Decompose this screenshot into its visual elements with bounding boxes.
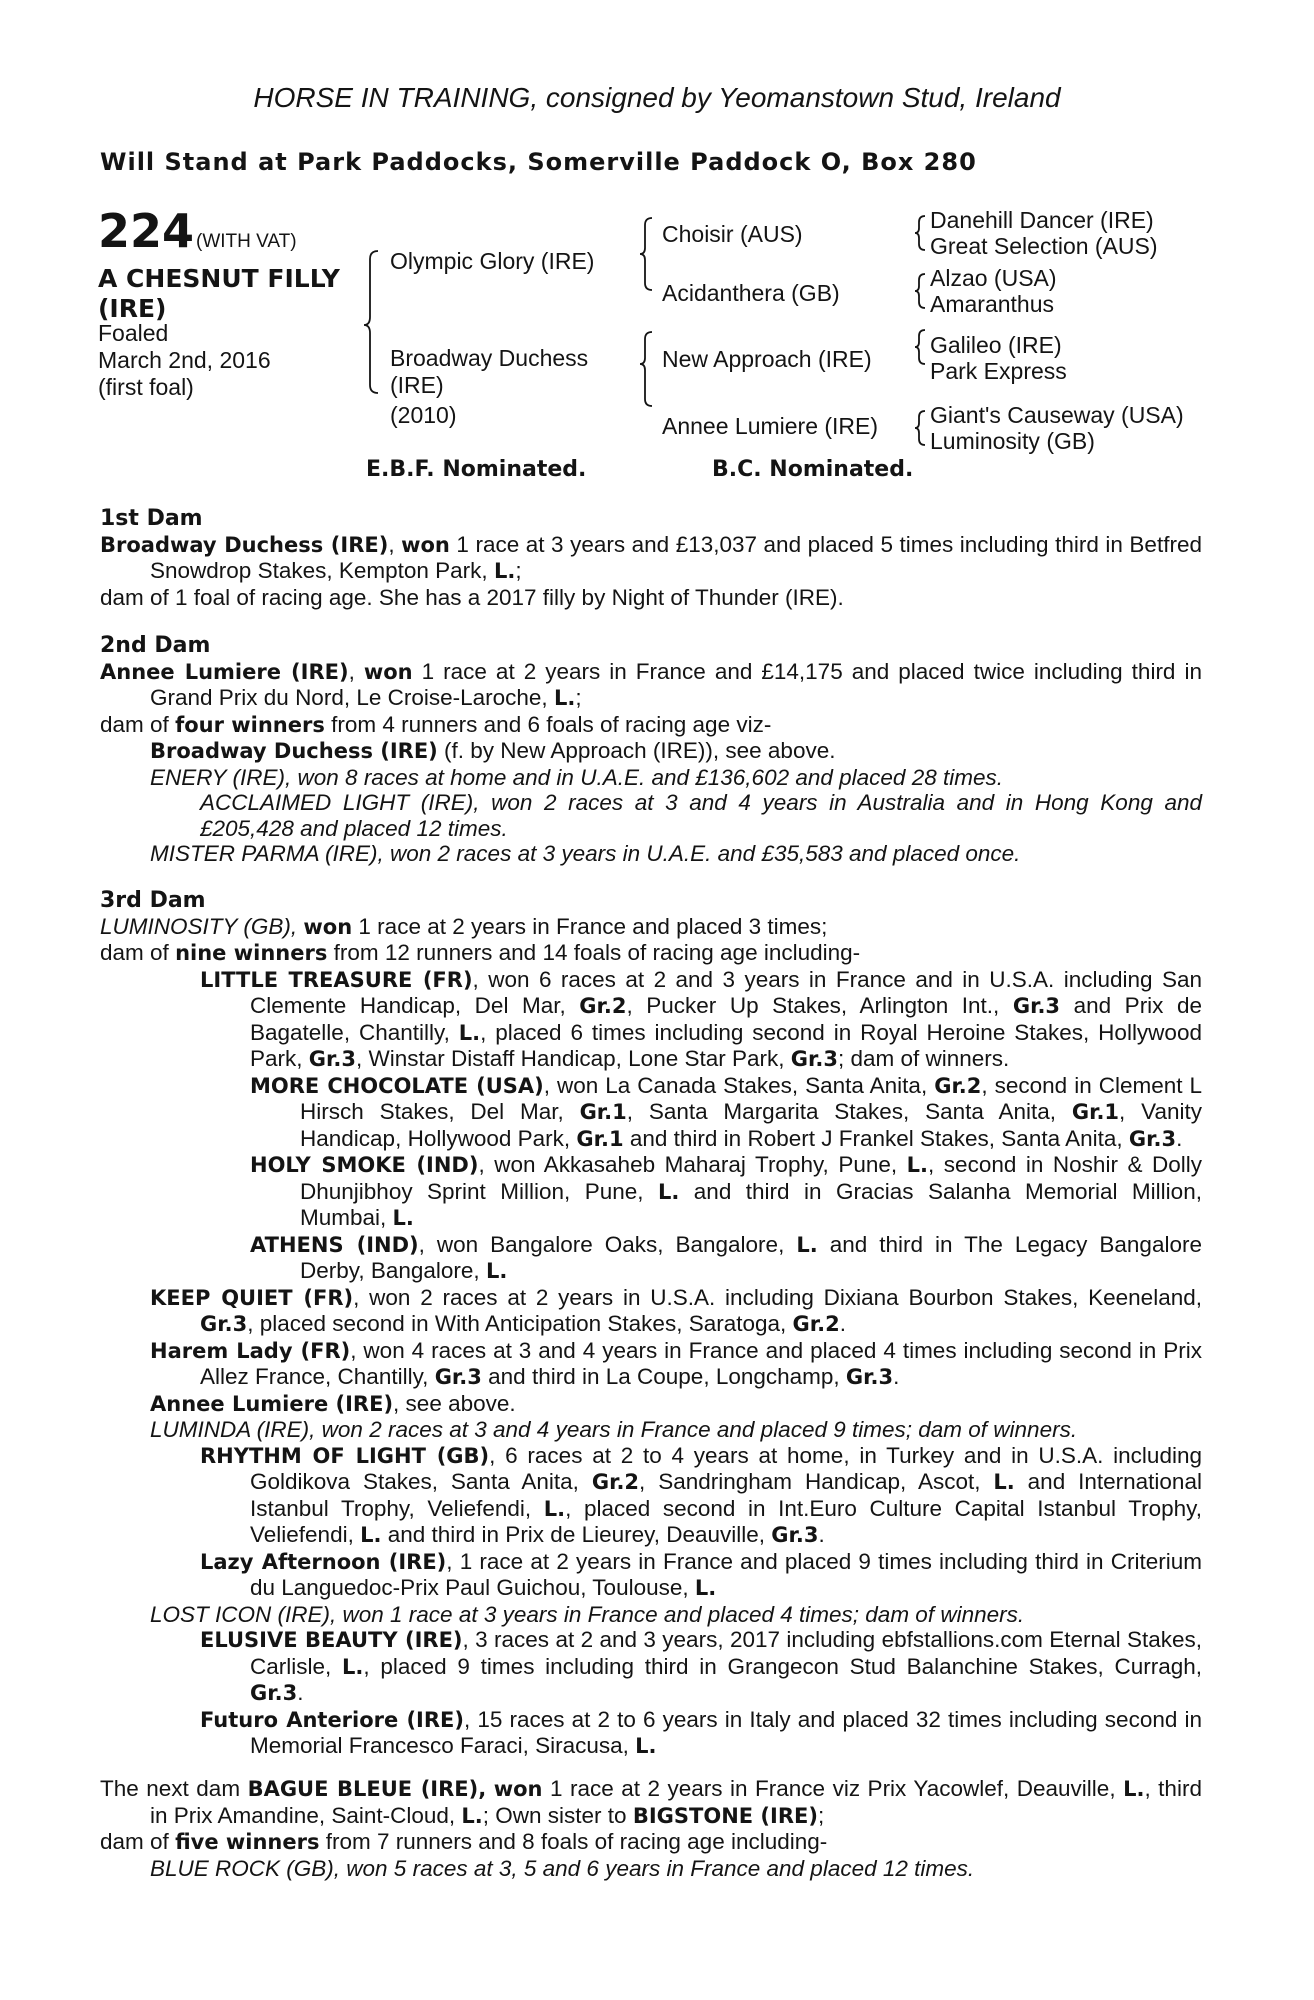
produce-text: . (893, 1364, 900, 1389)
first-dam-won: won (401, 532, 450, 557)
second-dam-section (100, 633, 1202, 867)
third-dam-text: 1 race at 2 years in France and placed 3 times; (358, 913, 828, 939)
third-dam-heading: 3rd Dam (100, 888, 206, 913)
punct: ; (515, 558, 522, 583)
third-dam-section (100, 888, 1202, 1760)
stand-location: Will Stand at Park Paddocks, Somerville Paddock O, Box 280 (100, 148, 977, 176)
listed-mark: L. (458, 1020, 481, 1045)
produce-entry (100, 1073, 1202, 1153)
grade-mark: Gr.3 (771, 1523, 819, 1547)
grade-mark: Gr.1 (579, 1100, 627, 1124)
dam-name-line-2: (IRE) (390, 372, 444, 398)
produce-text: and Prix de Bagatelle, Chantilly, (250, 993, 1202, 1045)
produce-text: and third in Prix de Lieurey, Deauville, (387, 1522, 766, 1547)
brace-sd (915, 274, 925, 308)
produce-text: , second in Clement L Hirsch Stakes, Del Mar, (300, 1072, 1202, 1124)
brace-sire (640, 218, 652, 290)
winners-count: four winners (175, 712, 325, 737)
grade-mark: Gr.3 (434, 1365, 482, 1389)
lot-description-line-1: A CHESNUT FILLY (98, 264, 340, 293)
grade-mark: Gr.2 (579, 994, 627, 1018)
produce-name: RHYTHM OF LIGHT (GB) (200, 1443, 490, 1468)
sire-dam: Acidanthera (GB) (662, 280, 840, 306)
produce-entry (100, 1443, 1202, 1549)
produce-text: and third in The Legacy Bangalore Derby, Bangalore, (300, 1231, 1202, 1283)
runners-text: from 7 runners and 8 foals of racing age including- (325, 1829, 828, 1854)
produce-text: (f. by New Approach (IRE)), see above. (444, 738, 836, 763)
winners-count: five winners (175, 1830, 320, 1854)
dam-dam-dam: Luminosity (GB) (930, 428, 1095, 454)
produce-name: ATHENS (IND) (250, 1232, 419, 1257)
produce-text: , 6 races at 2 to 4 years at home, in Turkey and in U.S.A. including Goldikova Stakes, Santa Anita, (250, 1442, 1202, 1494)
next-dam-text: ; Own sister to (482, 1802, 627, 1828)
produce-name: Annee Lumiere (IRE) (150, 1391, 394, 1416)
produce-text: and third in Gracias Salanha Memorial Million, Mumbai, (300, 1178, 1202, 1230)
produce-text: . (1176, 1125, 1183, 1151)
produce-text: , won 6 races at 2 and 3 years in France and in U.S.A. including San Clemente Handicap, Del Mar, (250, 966, 1202, 1018)
second-dam-name: Annee Lumiere (IRE) (100, 659, 349, 684)
dam-of-text: dam of (100, 1829, 169, 1854)
brace-ds (915, 330, 925, 364)
listed-mark: L. (796, 1232, 818, 1257)
produce-text: and International Istanbul Trophy, Veliefendi, (250, 1469, 1202, 1521)
produce-entry (100, 1707, 1202, 1760)
first-dam-section (100, 506, 1202, 610)
vat-note: (WITH VAT) (196, 231, 297, 252)
grade-mark: Gr.3 (200, 1312, 248, 1336)
produce-entry: LOST ICON (IRE), won 1 race at 3 years in France and placed 4 times; dam of winners. (150, 1601, 1025, 1627)
first-dam-name: Broadway Duchess (IRE) (100, 532, 389, 557)
punct: ; (575, 685, 582, 710)
next-dam-text: 1 race at 2 years in France viz Prix Yacowlef, Deauville, (549, 1776, 1116, 1801)
brace-ss (915, 216, 925, 250)
listed-mark: L. (543, 1496, 566, 1521)
next-dam-section (100, 1776, 1202, 1881)
next-dam-intro: The next dam (100, 1776, 241, 1801)
sister-name: BIGSTONE (IRE) (632, 1803, 818, 1828)
dam-foaling-year: (2010) (390, 402, 457, 428)
runners-text: from 4 runners and 6 foals of racing age viz- (331, 711, 772, 737)
produce-text: , Santa Margarita Stakes, Santa Anita, (626, 1099, 1057, 1124)
foaled-date: March 2nd, 2016 (98, 347, 271, 373)
foaled-label: Foaled (98, 320, 169, 346)
produce-name: LITTLE TREASURE (FR) (200, 967, 473, 992)
sire-name: Olympic Glory (IRE) (390, 248, 595, 274)
listed-mark: L. (342, 1654, 364, 1679)
listed-mark: L. (485, 1259, 508, 1283)
produce-text: . (839, 1311, 847, 1336)
produce-text: . (297, 1680, 304, 1705)
next-dam-text: , third in Prix Amandine, Saint-Cloud, (150, 1776, 1202, 1828)
grade-mark: Gr.3 (308, 1047, 356, 1071)
runners-text: from 12 runners and 14 foals of racing age including- (333, 940, 861, 965)
produce-name: Futuro Anteriore (IRE) (200, 1707, 464, 1732)
third-dam-record (100, 914, 1202, 941)
dam-name-line-1: Broadway Duchess (390, 345, 589, 371)
produce-text: , won La Canada Stakes, Santa Anita, (543, 1072, 928, 1098)
produce-text: , placed second in Int.Euro Culture Capital Istanbul Trophy, Veliefendi, (250, 1495, 1202, 1547)
sire-dam-dam: Amaranthus (930, 291, 1055, 317)
punct: ; (817, 1802, 825, 1828)
ebf-nominated: E.B.F. Nominated. (366, 457, 587, 482)
produce-name: Harem Lady (FR) (150, 1338, 351, 1363)
produce-text: , 1 race at 2 years in France and placed 9 times including third in Criterium du Languedoc-Prix Paul Guichou, Toulouse, (250, 1548, 1202, 1600)
produce-entry: LUMINDA (IRE), won 2 races at 3 and 4 years in France and placed 9 times; dam of winners. (150, 1417, 1078, 1442)
produce-entry: BLUE ROCK (GB), won 5 races at 3, 5 and 6 years in France and placed 12 times. (150, 1855, 975, 1881)
produce-text: , won Bangalore Oaks, Bangalore, (418, 1231, 785, 1257)
grade-mark: Gr.3 (790, 1047, 838, 1071)
produce-name: Broadway Duchess (IRE) (150, 739, 438, 763)
produce-text: , placed second in With Anticipation Stakes, Saratoga, (247, 1311, 787, 1336)
produce-text: , Pucker Up Stakes, Arlington Int., (626, 993, 1000, 1018)
sire-sire-dam: Great Selection (AUS) (930, 233, 1158, 259)
grade-mark: Gr.2 (591, 1470, 640, 1494)
dam-sire-dam: Park Express (930, 358, 1067, 384)
dam-dam-sire: Giant's Causeway (USA) (930, 402, 1184, 428)
produce-text: , won Akkasaheb Maharaj Trophy, Pune, (478, 1152, 898, 1177)
dam-of-text: dam of (100, 711, 169, 737)
listed-mark: L. (906, 1153, 929, 1177)
grade-mark: Gr.2 (792, 1312, 840, 1336)
produce-text: , Vanity Handicap, Hollywood Park, (300, 1099, 1202, 1151)
lot-number: 224 (98, 204, 195, 258)
produce-text: , placed 6 times including second in Royal Heroine Stakes, Hollywood Park, (250, 1019, 1202, 1071)
produce-text: and third in Robert J Frankel Stakes, Santa Anita, (629, 1125, 1123, 1151)
second-dam-produce (100, 712, 1202, 739)
sire-sire-sire: Danehill Dancer (IRE) (930, 207, 1154, 233)
produce-text: ; dam of winners. (837, 1046, 1010, 1071)
produce-name: ELUSIVE BEAUTY (IRE) (200, 1628, 463, 1652)
third-dam-won: won (303, 914, 353, 939)
listed-mark: L. (1123, 1777, 1145, 1801)
produce-name: Lazy Afternoon (IRE) (200, 1549, 447, 1574)
listed-mark: L. (694, 1576, 717, 1600)
listed-mark: L. (360, 1523, 382, 1547)
produce-text: , see above. (393, 1390, 516, 1416)
listed-mark: L. (392, 1206, 414, 1230)
second-dam-text: 1 race at 2 years in France and £14,175 and placed twice including third in Grand Prix du Nord, Le Croise-Laroche, (150, 658, 1202, 710)
sire-dam-sire: Alzao (USA) (930, 265, 1057, 291)
grade-mark: Gr.3 (250, 1681, 298, 1705)
listed-mark: L. (635, 1734, 657, 1758)
produce-entry (100, 1152, 1202, 1232)
produce-name: KEEP QUIET (FR) (150, 1285, 354, 1310)
brace-dd (915, 411, 925, 445)
listed-mark: L. (993, 1470, 1015, 1494)
dam-dam: Annee Lumiere (IRE) (662, 413, 879, 439)
third-dam-name: LUMINOSITY (GB), (100, 913, 298, 939)
produce-text: , won 4 races at 3 and 4 years in France and placed 4 times including second in Prix Allez France, Chantilly, (200, 1337, 1202, 1389)
sire-sire: Choisir (AUS) (662, 221, 803, 247)
first-dam-text: 1 race at 3 years and £13,037 and placed 5 times including third in Betfred Snowdrop Stakes, Kempton Park, (150, 531, 1202, 583)
grade-mark: Gr.3 (845, 1365, 894, 1389)
second-dam-record: Annee Lumiere (IRE), won 1 race at 2 years in France and £14,175 and placed twice including third in Grand Prix du Nord, Le Croise-Laroche, L.; (100, 658, 1202, 710)
next-dam-record (100, 1776, 1202, 1829)
grade-mark: Gr.1 (576, 1126, 624, 1151)
lot-description-line-2: (IRE) (98, 294, 167, 323)
produce-text: , won 2 races at 2 years in U.S.A. including Dixiana Bourbon Stakes, Keeneland, (353, 1284, 1202, 1310)
third-dam-produce (100, 940, 1202, 967)
produce-text: . (818, 1522, 825, 1547)
grade-mark: Gr.3 (1012, 994, 1061, 1018)
produce-entry: ACCLAIMED LIGHT (IRE), won 2 races at 3 and 4 years in Australia and in Hong Kong and £205,428 and placed 12 times. (200, 790, 1202, 841)
second-dam-won: won (363, 659, 413, 684)
produce-text: , Winstar Distaff Handicap, Lone Star Park, (355, 1046, 785, 1071)
next-dam-produce (100, 1829, 1202, 1856)
dam-sire: New Approach (IRE) (662, 346, 872, 372)
produce-name: HOLY SMOKE (IND) (250, 1153, 479, 1177)
first-dam-record: Broadway Duchess (IRE), won 1 race at 3 years and £13,037 and placed 5 times including third in Betfred Snowdrop Stakes, Kempton Park, L.; (100, 531, 1202, 583)
grade-mark: Gr.1 (1071, 1100, 1120, 1124)
produce-text: , placed 9 times including third in Grangecon Stud Balanchine Stakes, Curragh, (363, 1653, 1202, 1679)
produce-entry: MISTER PARMA (IRE), won 2 races at 3 years in U.A.E. and £35,583 and placed once. (150, 841, 1021, 866)
listed-mark: L. (493, 559, 516, 583)
listed-mark: L. (657, 1179, 680, 1204)
brace-dam (640, 332, 652, 406)
second-dam-heading: 2nd Dam (100, 633, 211, 658)
dam-sire-sire: Galileo (IRE) (930, 332, 1062, 358)
brace-gen1 (364, 251, 378, 393)
first-dam-produce: dam of 1 foal of racing age. She has a 2017 filly by Night of Thunder (IRE). (100, 584, 844, 610)
grade-mark: Gr.3 (1128, 1126, 1177, 1151)
produce-entry (100, 738, 1202, 765)
produce-name: MORE CHOCOLATE (USA) (250, 1073, 544, 1098)
next-dam-name: BAGUE BLEUE (IRE), (247, 1777, 487, 1801)
produce-entry: ENERY (IRE), won 8 races at home and in U.A.E. and £136,602 and placed 28 times. (150, 764, 1003, 790)
grade-mark: Gr.2 (934, 1073, 982, 1098)
produce-entry (100, 1338, 1202, 1391)
foal-note: (first foal) (98, 374, 194, 400)
produce-text: , Sandringham Handicap, Ascot, (639, 1469, 981, 1494)
bc-nominated: B.C. Nominated. (712, 457, 914, 482)
produce-entry (100, 1627, 1202, 1707)
listed-mark: L. (461, 1803, 483, 1828)
next-dam-won: won (493, 1777, 543, 1801)
produce-entry (100, 1549, 1202, 1602)
winners-count: nine winners (175, 941, 328, 965)
produce-entry (100, 1285, 1202, 1338)
produce-text: , second in Noshir & Dolly Dhunjibhoy Sprint Million, Pune, (300, 1152, 1203, 1204)
listed-mark: L. (553, 686, 576, 710)
page-title: HORSE IN TRAINING, consigned by Yeomanstown Stud, Ireland (253, 82, 1061, 113)
produce-entry (100, 1232, 1202, 1285)
first-dam-heading: 1st Dam (100, 506, 203, 531)
produce-text: and third in La Coupe, Longchamp, (488, 1364, 840, 1389)
produce-text: , 15 races at 2 to 6 years in Italy and placed 32 times including second in Memorial Francesco Faraci, Siracusa, (250, 1706, 1202, 1758)
dam-of-text: dam of (100, 940, 169, 965)
produce-entry (100, 967, 1202, 1073)
produce-entry (100, 1391, 1202, 1418)
produce-text: , 3 races at 2 and 3 years, 2017 including ebfstallions.com Eternal Stakes, Carlisle, (250, 1627, 1202, 1679)
